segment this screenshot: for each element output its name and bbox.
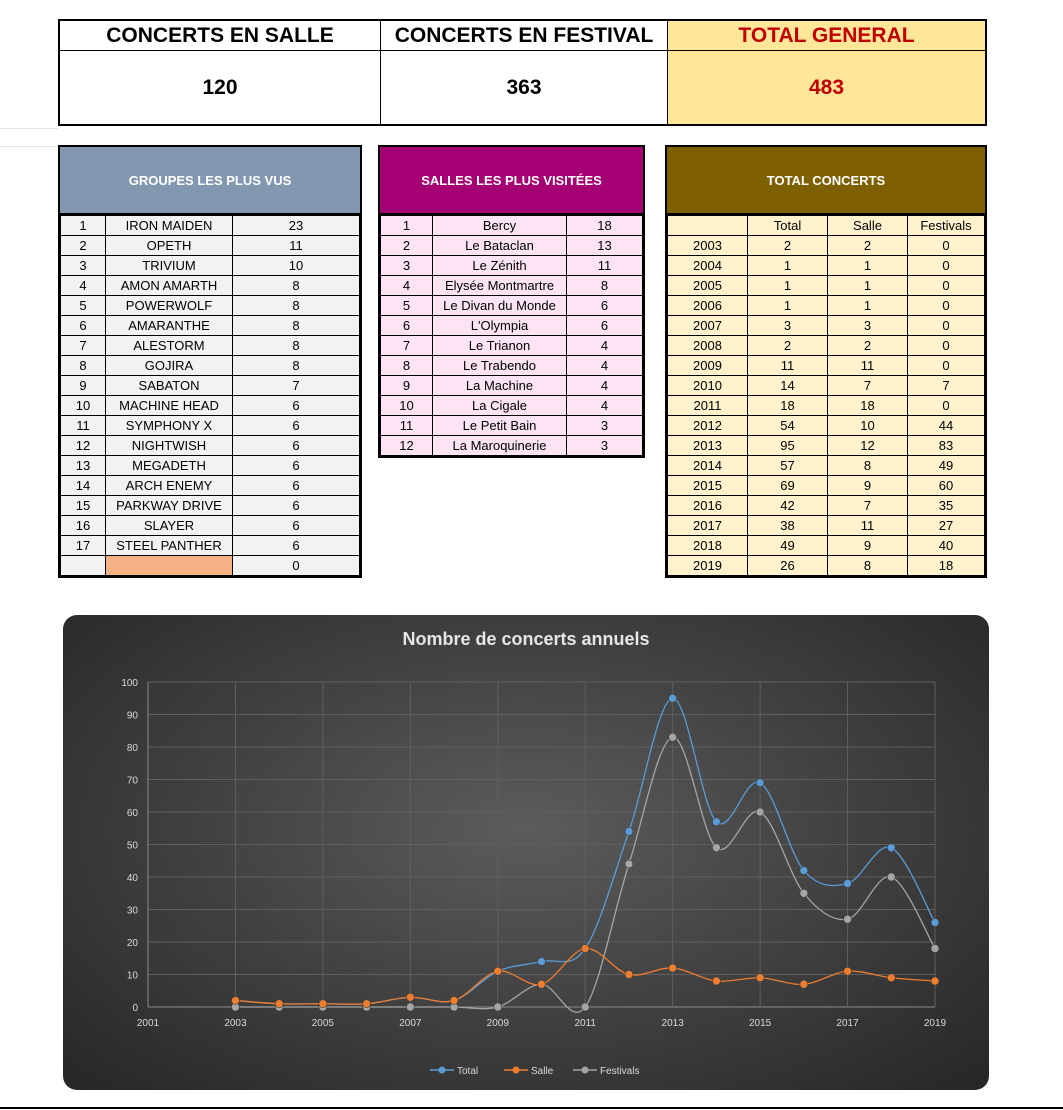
- venues-cell: 12: [381, 436, 433, 456]
- totals-cell: 18: [748, 396, 828, 416]
- chart-axes: [121, 678, 946, 1029]
- totals-cell: 2007: [668, 316, 748, 336]
- venues-row: [381, 216, 643, 236]
- venues-row: [381, 416, 643, 436]
- totals-cell: 0: [908, 356, 985, 376]
- data-point-festivals: [712, 844, 720, 852]
- totals-row: [668, 516, 985, 536]
- groups-cell: 4: [61, 276, 106, 296]
- y-tick-label: 80: [126, 743, 138, 754]
- totals-cell: 0: [908, 236, 985, 256]
- totals-cell: 2013: [668, 436, 748, 456]
- groups-cell: 10: [61, 396, 106, 416]
- venues-cell: 6: [381, 316, 433, 336]
- venues-cell: La Maroquinerie: [433, 436, 567, 456]
- totals-cell: 9: [828, 476, 908, 496]
- totals-cell: 2: [748, 236, 828, 256]
- groups-cell: 6: [233, 436, 360, 456]
- totals-cell: 7: [828, 496, 908, 516]
- venues-cell: 3: [381, 256, 433, 276]
- venues-row: [381, 336, 643, 356]
- data-point-festivals: [494, 1003, 502, 1011]
- venues-row: [381, 236, 643, 256]
- groups-cell: 8: [233, 316, 360, 336]
- y-tick-label: 90: [126, 710, 138, 722]
- totals-cell: 1: [748, 296, 828, 316]
- groups-cell: [106, 556, 233, 576]
- groups-table: [60, 215, 360, 576]
- venues-cell: 2: [381, 236, 433, 256]
- x-tick-label: 2015: [748, 1018, 772, 1029]
- totals-cell: 14: [748, 376, 828, 396]
- totals-cell: 3: [828, 316, 908, 336]
- data-point-festivals: [625, 860, 633, 868]
- totals-cell: 40: [908, 536, 985, 556]
- data-point-salle: [712, 977, 720, 985]
- totals-column-header: Festivals: [908, 216, 985, 236]
- venues-cell: La Cigale: [433, 396, 567, 416]
- totals-row: [668, 356, 985, 376]
- venues-cell: 6: [567, 316, 643, 336]
- groups-cell: POWERWOLF: [106, 296, 233, 316]
- groups-cell: 12: [61, 436, 106, 456]
- venues-cell: 9: [381, 376, 433, 396]
- data-point-salle: [319, 1000, 327, 1008]
- venues-row: [381, 396, 643, 416]
- totals-cell: 2006: [668, 296, 748, 316]
- groups-title: GROUPES LES PLUS VUS: [60, 147, 360, 215]
- groups-cell: OPETH: [106, 236, 233, 256]
- x-tick-label: 2003: [224, 1018, 247, 1029]
- venues-table: [380, 215, 643, 456]
- groups-cell: 0: [233, 556, 360, 576]
- data-point-salle: [887, 974, 895, 982]
- totals-cell: 12: [828, 436, 908, 456]
- data-point-festivals: [887, 873, 895, 881]
- totals-cell: 2008: [668, 336, 748, 356]
- totals-cell: 42: [748, 496, 828, 516]
- groups-row: [61, 236, 360, 256]
- groups-panel: [58, 145, 362, 578]
- totals-cell: 2018: [668, 536, 748, 556]
- groups-row: [61, 516, 360, 536]
- groups-row: [61, 356, 360, 376]
- chart-legend: [430, 1066, 639, 1077]
- venues-cell: Le Bataclan: [433, 236, 567, 256]
- groups-row: [61, 336, 360, 356]
- data-point-festivals: [406, 1003, 414, 1011]
- festival-value: 363: [380, 51, 667, 124]
- totals-column-header: Salle: [828, 216, 908, 236]
- x-tick-label: 2019: [923, 1018, 947, 1029]
- totals-cell: 2014: [668, 456, 748, 476]
- totals-cell: 54: [748, 416, 828, 436]
- legend-marker-salle: [513, 1067, 520, 1074]
- groups-cell: [61, 556, 106, 576]
- totals-cell: 35: [908, 496, 985, 516]
- groups-cell: 6: [233, 516, 360, 536]
- venues-cell: La Machine: [433, 376, 567, 396]
- groups-row: [61, 216, 360, 236]
- x-tick-label: 2009: [486, 1018, 509, 1029]
- totals-row: [668, 416, 985, 436]
- venues-cell: 3: [567, 416, 643, 436]
- venues-row: [381, 356, 643, 376]
- totals-cell: 2011: [668, 396, 748, 416]
- venues-cell: 11: [567, 256, 643, 276]
- data-point-festivals: [756, 808, 764, 816]
- groups-row: [61, 276, 360, 296]
- totals-row: [668, 456, 985, 476]
- festival-header: CONCERTS EN FESTIVAL: [380, 21, 667, 51]
- data-point-total: [931, 919, 939, 927]
- venues-cell: 3: [567, 436, 643, 456]
- y-tick-label: 70: [126, 775, 138, 787]
- venues-cell: 4: [567, 356, 643, 376]
- totals-cell: 2: [828, 236, 908, 256]
- groups-row: [61, 456, 360, 476]
- totals-cell: 11: [828, 356, 908, 376]
- x-tick-label: 2005: [311, 1018, 335, 1029]
- totals-cell: 0: [908, 276, 985, 296]
- groups-cell: 5: [61, 296, 106, 316]
- venues-cell: 1: [381, 216, 433, 236]
- totals-cell: 0: [908, 296, 985, 316]
- venues-cell: 4: [567, 396, 643, 416]
- groups-row: [61, 416, 360, 436]
- venues-cell: Le Trabendo: [433, 356, 567, 376]
- y-tick-label: 30: [126, 905, 138, 917]
- data-point-salle: [800, 980, 808, 988]
- data-point-total: [756, 779, 764, 787]
- data-point-festivals: [669, 733, 677, 741]
- total-header: TOTAL GENERAL: [667, 21, 985, 51]
- groups-cell: 1: [61, 216, 106, 236]
- totals-cell: 1: [828, 276, 908, 296]
- venues-row: [381, 296, 643, 316]
- venues-cell: Le Zénith: [433, 256, 567, 276]
- data-point-total: [538, 958, 546, 966]
- data-point-festivals: [800, 889, 808, 897]
- groups-cell: SLAYER: [106, 516, 233, 536]
- data-point-total: [669, 694, 677, 702]
- summary-table: [58, 19, 987, 126]
- groups-cell: 11: [233, 236, 360, 256]
- groups-cell: TRIVIUM: [106, 256, 233, 276]
- totals-cell: 1: [748, 256, 828, 276]
- totals-cell: 2012: [668, 416, 748, 436]
- venues-row: [381, 316, 643, 336]
- totals-row: [668, 556, 985, 576]
- data-point-salle: [931, 977, 939, 985]
- groups-cell: 11: [61, 416, 106, 436]
- venues-cell: 8: [567, 276, 643, 296]
- groups-row: [61, 556, 360, 576]
- groups-cell: AMON AMARTH: [106, 276, 233, 296]
- groups-row: [61, 376, 360, 396]
- groups-cell: 15: [61, 496, 106, 516]
- totals-cell: 18: [908, 556, 985, 576]
- groups-cell: 8: [233, 296, 360, 316]
- totals-cell: 49: [908, 456, 985, 476]
- x-tick-label: 2001: [136, 1018, 160, 1029]
- venues-cell: Elysée Montmartre: [433, 276, 567, 296]
- groups-row: [61, 436, 360, 456]
- totals-cell: 2004: [668, 256, 748, 276]
- totals-cell: 11: [748, 356, 828, 376]
- totals-cell: 2: [748, 336, 828, 356]
- y-tick-label: 40: [126, 873, 138, 884]
- groups-cell: 10: [233, 256, 360, 276]
- groups-row: [61, 256, 360, 276]
- totals-row: [668, 536, 985, 556]
- y-tick-label: 100: [121, 678, 138, 689]
- total-value: 483: [667, 51, 985, 124]
- groups-cell: 8: [233, 356, 360, 376]
- totals-cell: 8: [828, 556, 908, 576]
- totals-cell: 8: [828, 456, 908, 476]
- data-point-total: [625, 828, 633, 836]
- totals-cell: 7: [828, 376, 908, 396]
- data-point-festivals: [581, 1003, 589, 1011]
- groups-cell: SABATON: [106, 376, 233, 396]
- venues-cell: L'Olympia: [433, 316, 567, 336]
- totals-cell: 18: [828, 396, 908, 416]
- data-point-salle: [538, 980, 546, 988]
- totals-cell: 38: [748, 516, 828, 536]
- venues-cell: Le Petit Bain: [433, 416, 567, 436]
- groups-cell: 9: [61, 376, 106, 396]
- totals-title: TOTAL CONCERTS: [667, 147, 985, 215]
- data-point-total: [844, 880, 852, 888]
- groups-row: [61, 476, 360, 496]
- totals-cell: 49: [748, 536, 828, 556]
- data-point-festivals: [931, 945, 939, 953]
- data-point-salle: [494, 967, 502, 975]
- totals-cell: 1: [828, 296, 908, 316]
- totals-row: [668, 256, 985, 276]
- venues-cell: 4: [567, 336, 643, 356]
- totals-cell: 0: [908, 336, 985, 356]
- x-tick-label: 2017: [836, 1018, 859, 1029]
- groups-cell: 13: [61, 456, 106, 476]
- groups-row: [61, 316, 360, 336]
- venues-row: [381, 376, 643, 396]
- totals-cell: 2: [828, 336, 908, 356]
- groups-cell: MEGADETH: [106, 456, 233, 476]
- x-tick-label: 2007: [399, 1018, 422, 1029]
- y-tick-label: 60: [126, 808, 138, 819]
- groups-cell: 3: [61, 256, 106, 276]
- groups-cell: 14: [61, 476, 106, 496]
- groups-row: [61, 396, 360, 416]
- groups-cell: 6: [233, 456, 360, 476]
- y-tick-label: 0: [132, 1003, 138, 1014]
- totals-cell: 2017: [668, 516, 748, 536]
- totals-cell: 26: [748, 556, 828, 576]
- totals-cell: 2009: [668, 356, 748, 376]
- groups-cell: ALESTORM: [106, 336, 233, 356]
- venues-row: [381, 256, 643, 276]
- groups-cell: 6: [233, 476, 360, 496]
- totals-cell: 2003: [668, 236, 748, 256]
- totals-cell: 3: [748, 316, 828, 336]
- data-point-salle: [625, 971, 633, 979]
- totals-row: [668, 296, 985, 316]
- data-point-salle: [756, 974, 764, 982]
- data-point-salle: [363, 1000, 371, 1008]
- totals-cell: 2010: [668, 376, 748, 396]
- data-point-salle: [581, 945, 589, 953]
- line-chart: [63, 615, 989, 1090]
- venues-title: SALLES LES PLUS VISITÉES: [380, 147, 643, 215]
- groups-cell: 6: [233, 496, 360, 516]
- groups-cell: AMARANTHE: [106, 316, 233, 336]
- groups-cell: NIGHTWISH: [106, 436, 233, 456]
- data-point-salle: [275, 1000, 283, 1008]
- groups-cell: PARKWAY DRIVE: [106, 496, 233, 516]
- venues-cell: 5: [381, 296, 433, 316]
- divider: [0, 128, 58, 129]
- totals-row: [668, 436, 985, 456]
- totals-cell: 0: [908, 256, 985, 276]
- totals-cell: 57: [748, 456, 828, 476]
- groups-row: [61, 296, 360, 316]
- groups-cell: MACHINE HEAD: [106, 396, 233, 416]
- chart-title: Nombre de concerts annuels: [402, 629, 650, 649]
- groups-cell: 8: [233, 276, 360, 296]
- bottom-border: [0, 1107, 1063, 1109]
- data-point-total: [712, 818, 720, 826]
- y-tick-label: 10: [126, 970, 138, 982]
- groups-cell: IRON MAIDEN: [106, 216, 233, 236]
- groups-cell: 7: [233, 376, 360, 396]
- venues-cell: 13: [567, 236, 643, 256]
- groups-cell: 2: [61, 236, 106, 256]
- totals-row: [668, 316, 985, 336]
- totals-cell: 7: [908, 376, 985, 396]
- venues-cell: 10: [381, 396, 433, 416]
- totals-cell: 0: [908, 396, 985, 416]
- legend-label: Festivals: [600, 1066, 640, 1077]
- groups-cell: SYMPHONY X: [106, 416, 233, 436]
- venues-panel: [378, 145, 645, 458]
- totals-row: [668, 476, 985, 496]
- salle-header: CONCERTS EN SALLE: [60, 21, 380, 51]
- data-point-salle: [406, 993, 414, 1001]
- divider: [0, 146, 58, 147]
- groups-cell: STEEL PANTHER: [106, 536, 233, 556]
- data-point-salle: [669, 964, 677, 972]
- groups-cell: ARCH ENEMY: [106, 476, 233, 496]
- venues-cell: 18: [567, 216, 643, 236]
- venues-cell: 4: [381, 276, 433, 296]
- totals-row: [668, 336, 985, 356]
- groups-row: [61, 496, 360, 516]
- groups-cell: 6: [233, 396, 360, 416]
- totals-cell: 1: [748, 276, 828, 296]
- totals-cell: 83: [908, 436, 985, 456]
- totals-column-header: [668, 216, 748, 236]
- groups-cell: 16: [61, 516, 106, 536]
- totals-cell: 27: [908, 516, 985, 536]
- venues-cell: 7: [381, 336, 433, 356]
- groups-cell: 8: [233, 336, 360, 356]
- groups-cell: 17: [61, 536, 106, 556]
- groups-cell: GOJIRA: [106, 356, 233, 376]
- data-point-total: [800, 867, 808, 875]
- venues-row: [381, 436, 643, 456]
- totals-cell: 9: [828, 536, 908, 556]
- groups-cell: 8: [61, 356, 106, 376]
- totals-cell: 60: [908, 476, 985, 496]
- groups-row: [61, 536, 360, 556]
- venues-row: [381, 276, 643, 296]
- data-point-total: [887, 844, 895, 852]
- legend-label: Salle: [531, 1066, 554, 1077]
- groups-cell: 23: [233, 216, 360, 236]
- groups-cell: 6: [61, 316, 106, 336]
- totals-cell: 2015: [668, 476, 748, 496]
- x-tick-label: 2011: [574, 1018, 596, 1029]
- totals-cell: 69: [748, 476, 828, 496]
- data-point-salle: [231, 997, 239, 1005]
- totals-header-row: [668, 216, 985, 236]
- totals-cell: 0: [908, 316, 985, 336]
- venues-cell: 4: [567, 376, 643, 396]
- data-point-salle: [450, 997, 458, 1005]
- totals-row: [668, 376, 985, 396]
- totals-row: [668, 236, 985, 256]
- totals-cell: 2019: [668, 556, 748, 576]
- totals-cell: 2005: [668, 276, 748, 296]
- groups-cell: 7: [61, 336, 106, 356]
- totals-table: [667, 215, 985, 576]
- totals-row: [668, 496, 985, 516]
- x-tick-label: 2013: [661, 1018, 684, 1029]
- y-tick-label: 50: [126, 840, 138, 852]
- totals-row: [668, 396, 985, 416]
- totals-cell: 2016: [668, 496, 748, 516]
- totals-panel: [665, 145, 987, 578]
- groups-cell: 6: [233, 416, 360, 436]
- totals-cell: 95: [748, 436, 828, 456]
- groups-cell: 6: [233, 536, 360, 556]
- venues-cell: 11: [381, 416, 433, 436]
- y-tick-label: 20: [126, 938, 138, 949]
- venues-cell: Bercy: [433, 216, 567, 236]
- totals-cell: 1: [828, 256, 908, 276]
- data-point-salle: [844, 967, 852, 975]
- legend-marker-festivals: [582, 1067, 589, 1074]
- data-point-festivals: [844, 915, 852, 923]
- venues-cell: Le Divan du Monde: [433, 296, 567, 316]
- totals-cell: 44: [908, 416, 985, 436]
- totals-column-header: Total: [748, 216, 828, 236]
- venues-cell: Le Trianon: [433, 336, 567, 356]
- venues-cell: 6: [567, 296, 643, 316]
- totals-cell: 11: [828, 516, 908, 536]
- legend-marker-total: [439, 1067, 446, 1074]
- salle-value: 120: [202, 75, 238, 99]
- totals-cell: 10: [828, 416, 908, 436]
- legend-label: Total: [457, 1066, 479, 1077]
- totals-row: [668, 276, 985, 296]
- venues-cell: 8: [381, 356, 433, 376]
